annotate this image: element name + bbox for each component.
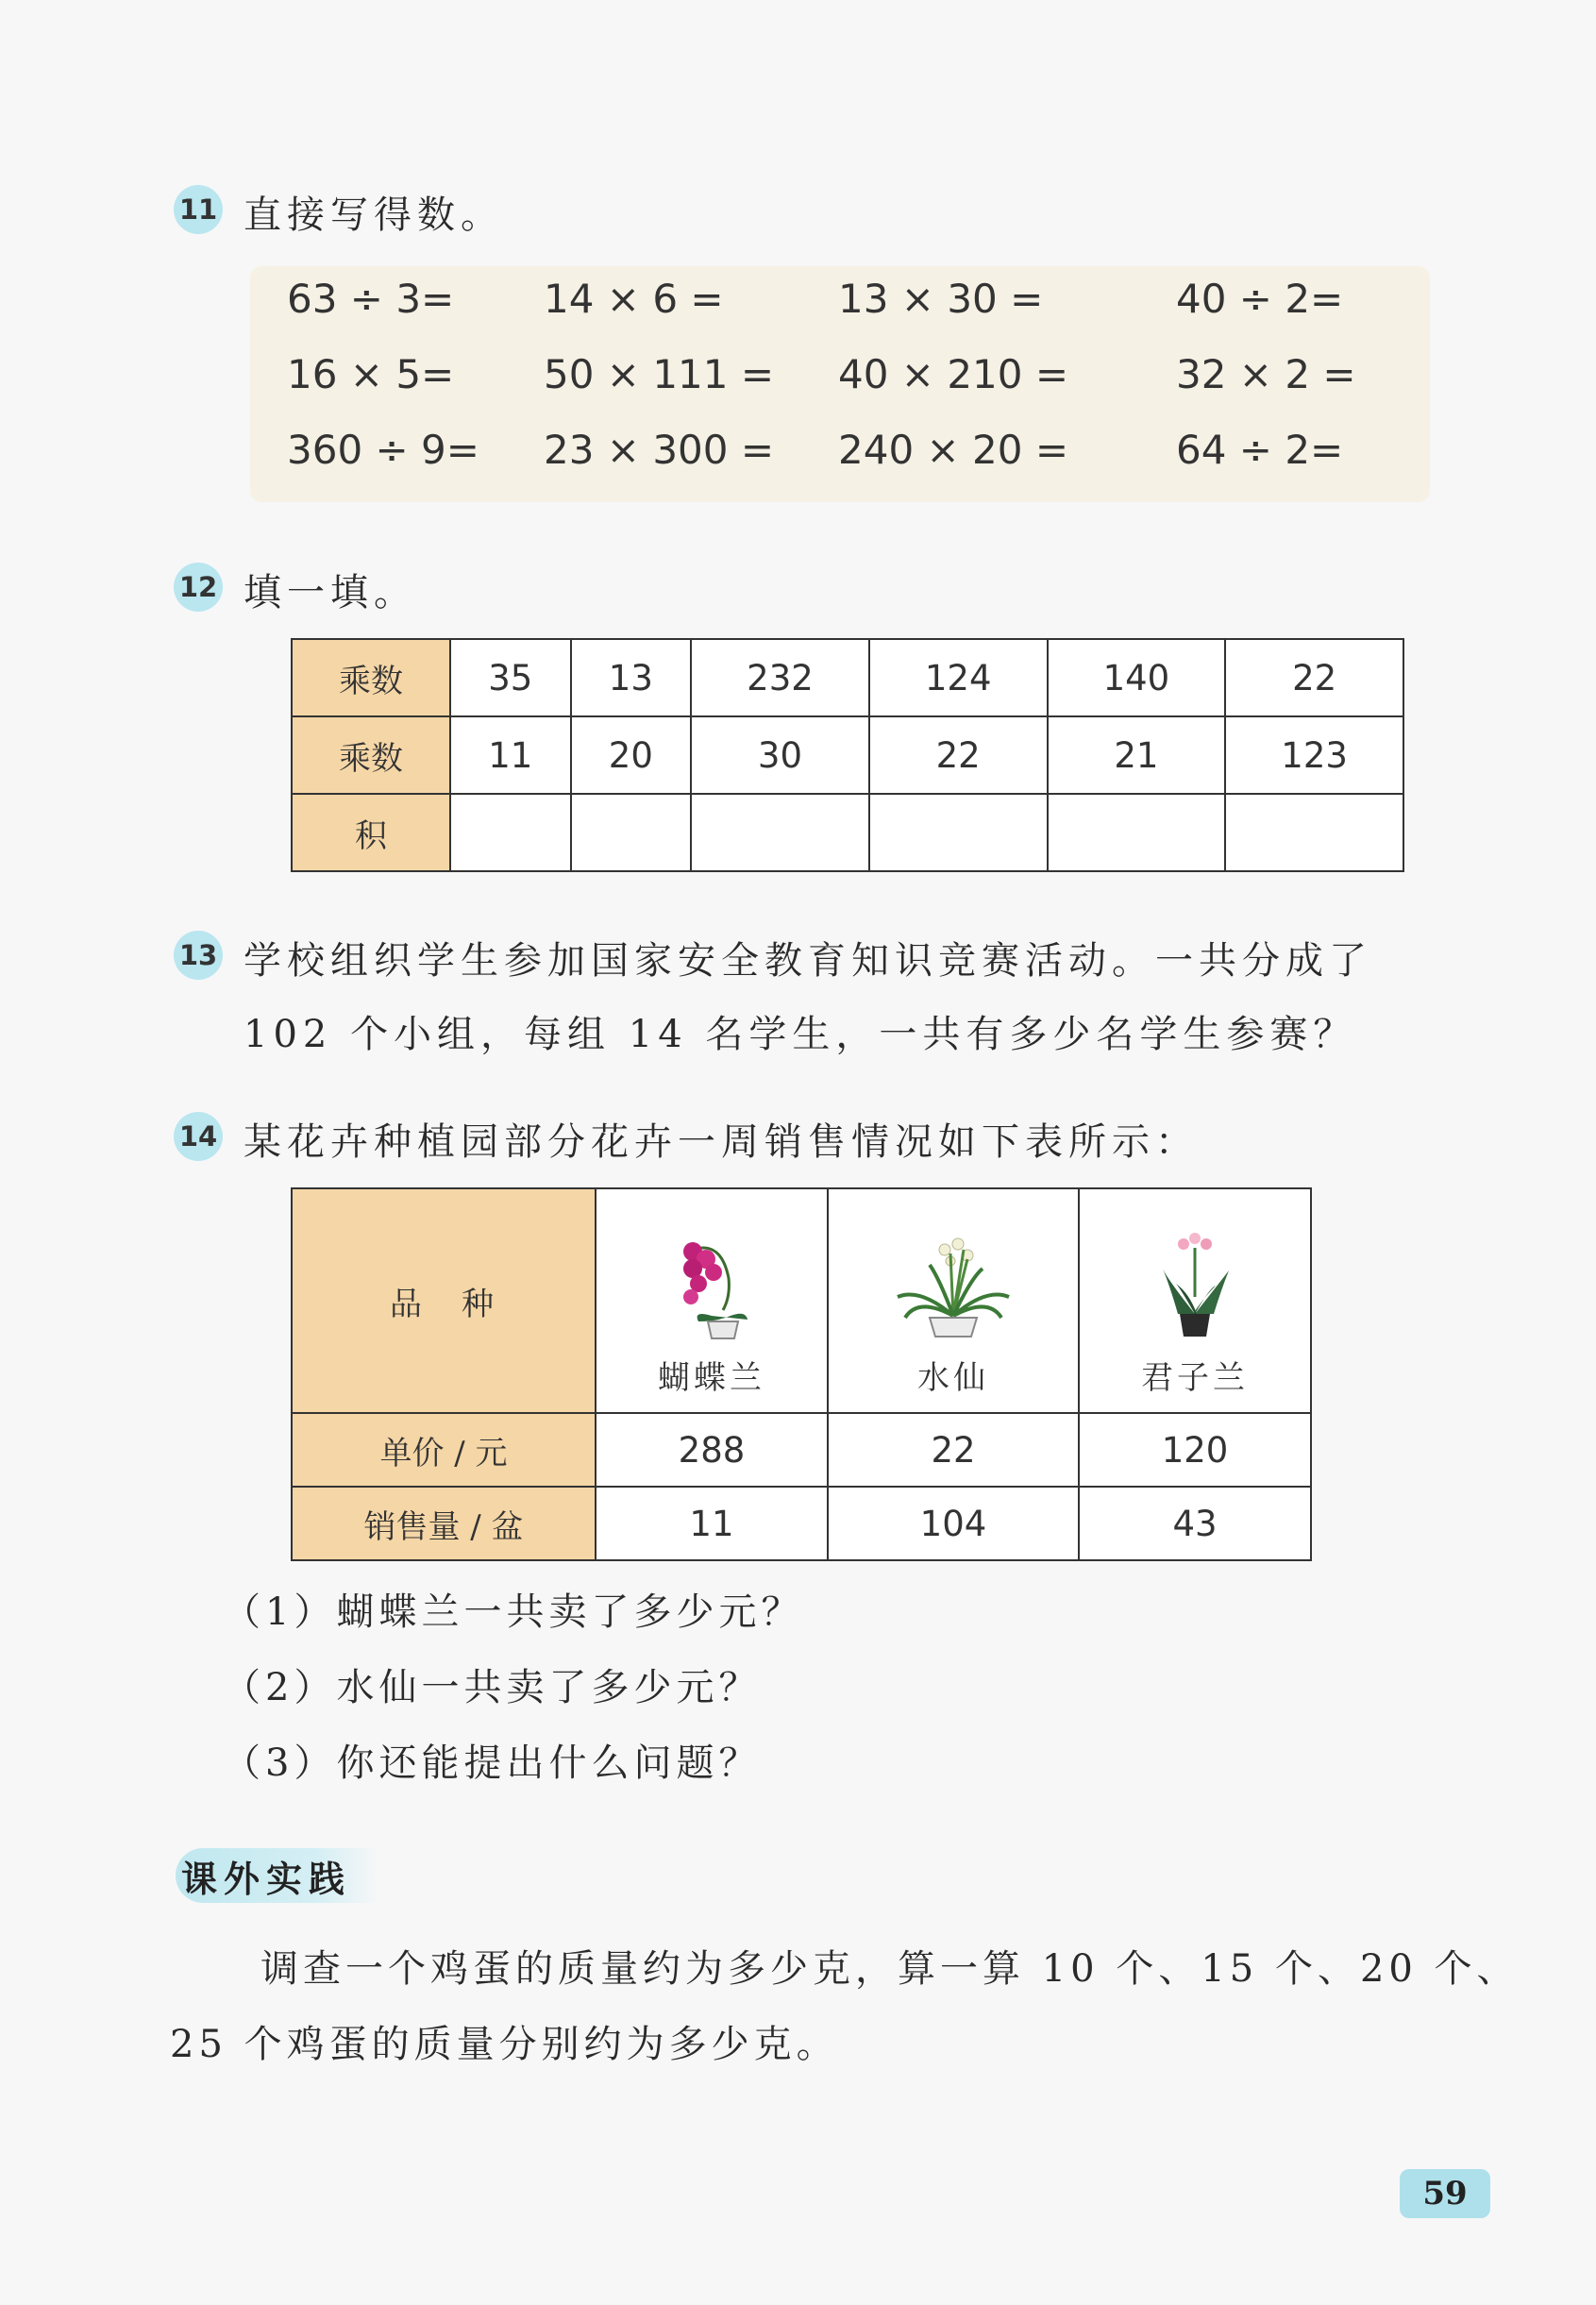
- question-13-line1: 学校组织学生参加国家安全教育知识竞赛活动。一共分成了: [244, 939, 1372, 983]
- sub-question-3: （3）你还能提出什么问题？: [223, 1741, 762, 1785]
- flower-cell-phalaenopsis: [596, 1188, 828, 1413]
- row-label: 乘数: [292, 639, 450, 716]
- answer-cell[interactable]: [1048, 794, 1226, 871]
- flower-sales-table: [291, 1187, 1312, 1561]
- calc-item: 240 × 20 =: [838, 427, 1069, 473]
- question-14-title: 某花卉种植园部分花卉一周销售情况如下表所示：: [244, 1120, 1199, 1164]
- table-row: [292, 794, 1403, 871]
- calc-item: 50 × 111 =: [544, 351, 775, 397]
- clivia-icon: [1138, 1231, 1252, 1344]
- question-13-number: 13: [174, 931, 223, 980]
- answer-cell[interactable]: [1225, 794, 1403, 871]
- table-cell: 35: [450, 639, 571, 716]
- table-cell: 11: [450, 716, 571, 794]
- table-cell: 20: [571, 716, 692, 794]
- price-label: 单价 / 元: [292, 1413, 596, 1487]
- practice-line2: 25 个鸡蛋的质量分别约为多少克。: [170, 2023, 839, 2066]
- row-label: 乘数: [292, 716, 450, 794]
- flower-cell-clivia: [1079, 1188, 1311, 1413]
- table-cell: 43: [1079, 1487, 1311, 1560]
- narcissus-icon: [892, 1231, 1015, 1344]
- practice-line1: 调查一个鸡蛋的质量约为多少克，算一算 10 个、15 个、20 个、: [260, 1947, 1520, 1991]
- table-cell: 22: [828, 1413, 1079, 1487]
- table-cell: 11: [596, 1487, 828, 1560]
- calc-item: 40 ÷ 2=: [1176, 276, 1344, 322]
- table-cell: 22: [1225, 639, 1403, 716]
- phalaenopsis-icon: [655, 1231, 768, 1344]
- calc-item: 32 × 2 =: [1176, 351, 1356, 397]
- calc-item: 16 × 5=: [287, 351, 455, 397]
- calc-item: 13 × 30 =: [838, 276, 1044, 322]
- question-14-number: 14: [174, 1112, 223, 1161]
- flower-name: 君子兰: [1141, 1358, 1250, 1397]
- variety-header: 品 种: [292, 1188, 596, 1413]
- table-cell: 13: [571, 639, 692, 716]
- calc-item: 63 ÷ 3=: [287, 276, 455, 322]
- table-cell: 104: [828, 1487, 1079, 1560]
- sub-question-2: （2）水仙一共卖了多少元？: [223, 1666, 762, 1709]
- table-cell: 30: [691, 716, 869, 794]
- multiplication-table: [291, 638, 1404, 872]
- table-cell: 232: [691, 639, 869, 716]
- row-label: 积: [292, 794, 450, 871]
- calc-item: 40 × 210 =: [838, 351, 1069, 397]
- table-row: [292, 1487, 1311, 1560]
- question-11-title: 直接写得数。: [244, 193, 504, 237]
- practice-section-title: 课外实践: [176, 1848, 379, 1903]
- table-row: [292, 716, 1403, 794]
- table-row: [292, 1413, 1311, 1487]
- calc-item: 64 ÷ 2=: [1176, 427, 1344, 473]
- question-13-line2: 102 个小组，每组 14 名学生，一共有多少名学生参赛？: [244, 1013, 1357, 1056]
- question-11-number: 11: [174, 185, 223, 234]
- table-cell: 21: [1048, 716, 1226, 794]
- calc-item: 23 × 300 =: [544, 427, 775, 473]
- table-row: [292, 639, 1403, 716]
- table-cell: 288: [596, 1413, 828, 1487]
- sales-label: 销售量 / 盆: [292, 1487, 596, 1560]
- sub-question-1: （1）蝴蝶兰一共卖了多少元？: [223, 1590, 804, 1634]
- table-row: [292, 1188, 1311, 1413]
- question-12-number: 12: [174, 563, 223, 612]
- calc-item: 14 × 6 =: [544, 276, 724, 322]
- flower-name: 蝴蝶兰: [657, 1358, 765, 1397]
- answer-cell[interactable]: [450, 794, 571, 871]
- flower-cell-narcissus: [828, 1188, 1079, 1413]
- table-cell: 124: [869, 639, 1048, 716]
- calc-item: 360 ÷ 9=: [287, 427, 479, 473]
- table-cell: 123: [1225, 716, 1403, 794]
- table-cell: 140: [1048, 639, 1226, 716]
- question-12-title: 填一填。: [244, 571, 417, 614]
- answer-cell[interactable]: [869, 794, 1048, 871]
- flower-name: 水仙: [916, 1358, 989, 1397]
- table-cell: 120: [1079, 1413, 1311, 1487]
- answer-cell[interactable]: [691, 794, 869, 871]
- answer-cell[interactable]: [571, 794, 692, 871]
- page-number: 59: [1400, 2169, 1490, 2218]
- table-cell: 22: [869, 716, 1048, 794]
